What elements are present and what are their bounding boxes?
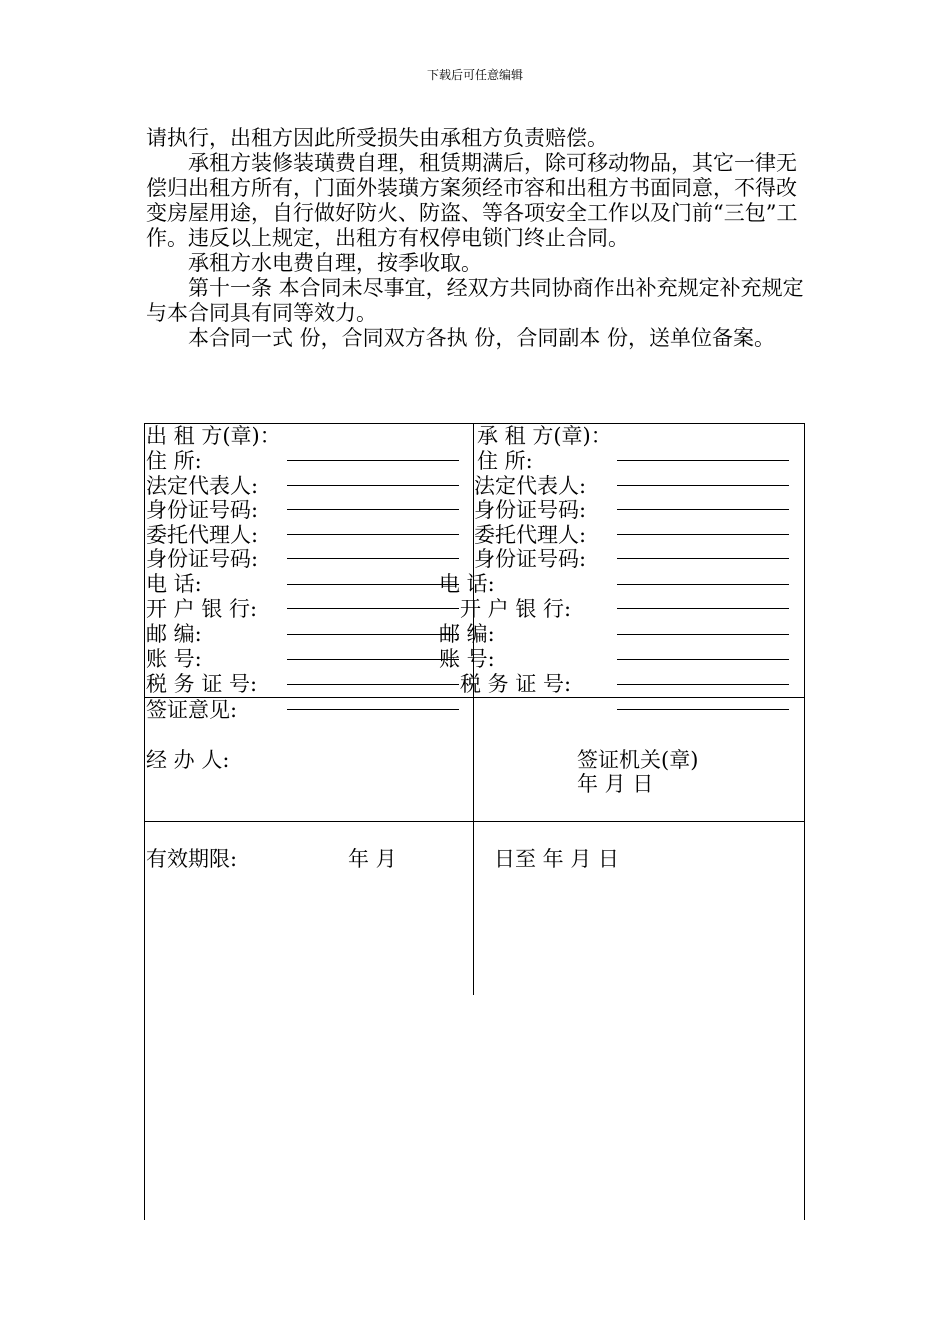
lessor-bank-label: 开 户 银 行:: [146, 597, 258, 621]
validity-start-date: 年 月: [348, 847, 397, 871]
blank-line: [617, 509, 789, 510]
blank-line: [287, 684, 459, 685]
blank-line: [287, 584, 459, 585]
lessor-agent-label: 委托代理人:: [146, 523, 259, 547]
lessor-postcode-label: 邮 编:: [146, 622, 202, 646]
lessee-postcode-label: 邮 编:: [439, 622, 495, 646]
lessor-seal-label: 出 租 方(章)：: [146, 424, 281, 448]
blank-line: [617, 709, 789, 710]
lessee-account-label: 账 号:: [439, 647, 495, 671]
validity-label: 有效期限:: [146, 847, 238, 871]
blank-line: [617, 460, 789, 461]
blank-line: [617, 608, 789, 609]
blank-line: [287, 534, 459, 535]
lessor-tax-id-label: 税 务 证 号:: [146, 672, 258, 696]
lessee-agent-label: 委托代理人:: [474, 523, 587, 547]
lessee-address-label: 住 所:: [477, 449, 533, 473]
visa-opinion-label: 签证意见:: [146, 698, 238, 722]
blank-line: [287, 485, 459, 486]
lessor-legal-rep-label: 法定代表人:: [146, 474, 259, 498]
validity-end-date: 日至 年 月 日: [494, 847, 620, 871]
lessee-legal-rep-label: 法定代表人:: [474, 474, 587, 498]
blank-line: [617, 684, 789, 685]
table-divider-validity: [144, 821, 805, 822]
blank-line: [617, 584, 789, 585]
table-divider-visa: [144, 697, 805, 698]
blank-line: [617, 634, 789, 635]
paragraph-3: 承租方水电费自理，按季收取。: [188, 251, 482, 275]
blank-line: [287, 634, 459, 635]
visa-authority-label: 签证机关(章): [577, 748, 699, 772]
visa-date-label: 年 月 日: [577, 772, 654, 796]
blank-line: [287, 558, 459, 559]
lessor-id-label: 身份证号码:: [146, 498, 259, 522]
lessor-phone-label: 电 话:: [146, 572, 202, 596]
paragraph-5: 本合同一式 份，合同双方各执 份，合同副本 份，送单位备案。: [188, 326, 776, 350]
lessee-id-label: 身份证号码:: [474, 498, 587, 522]
lessor-account-label: 账 号:: [146, 647, 202, 671]
blank-line: [287, 509, 459, 510]
lessee-bank-label: 开 户 银 行:: [460, 597, 572, 621]
blank-line: [617, 659, 789, 660]
paragraph-4: 第十一条 本合同未尽事宜，经双方共同协商作出补充规定补充规定与本合同具有同等效力。: [146, 276, 804, 325]
lessor-agent-id-label: 身份证号码:: [146, 547, 259, 571]
blank-line: [287, 709, 459, 710]
lessor-address-label: 住 所:: [146, 449, 202, 473]
blank-line: [287, 659, 459, 660]
blank-line: [287, 460, 459, 461]
paragraph-2: 承租方装修装璜费自理，租赁期满后，除可移动物品，其它一律无偿归出租方所有，门面外装璜方案须经市容和出租方书面同意，不得改变房屋用途，自行做好防火、防盗、等各项安全工作以及门前“三包”工作。违反以上规定，出租方有权停电锁门终止合同。: [146, 151, 798, 250]
handler-label: 经 办 人:: [146, 748, 230, 772]
blank-line: [617, 485, 789, 486]
page-header: 下载后可任意编辑: [426, 68, 523, 82]
lessee-phone-label: 电 话:: [439, 572, 495, 596]
lessee-agent-id-label: 身份证号码:: [474, 547, 587, 571]
lessee-seal-label: 承 租 方(章)：: [477, 424, 612, 448]
blank-line: [617, 558, 789, 559]
contract-body-text: [146, 126, 806, 351]
blank-line: [617, 534, 789, 535]
lessee-tax-id-label: 税 务 证 号:: [460, 672, 572, 696]
paragraph-1: 请执行，出租方因此所受损失由承租方负责赔偿。: [146, 126, 608, 150]
blank-line: [287, 608, 459, 609]
